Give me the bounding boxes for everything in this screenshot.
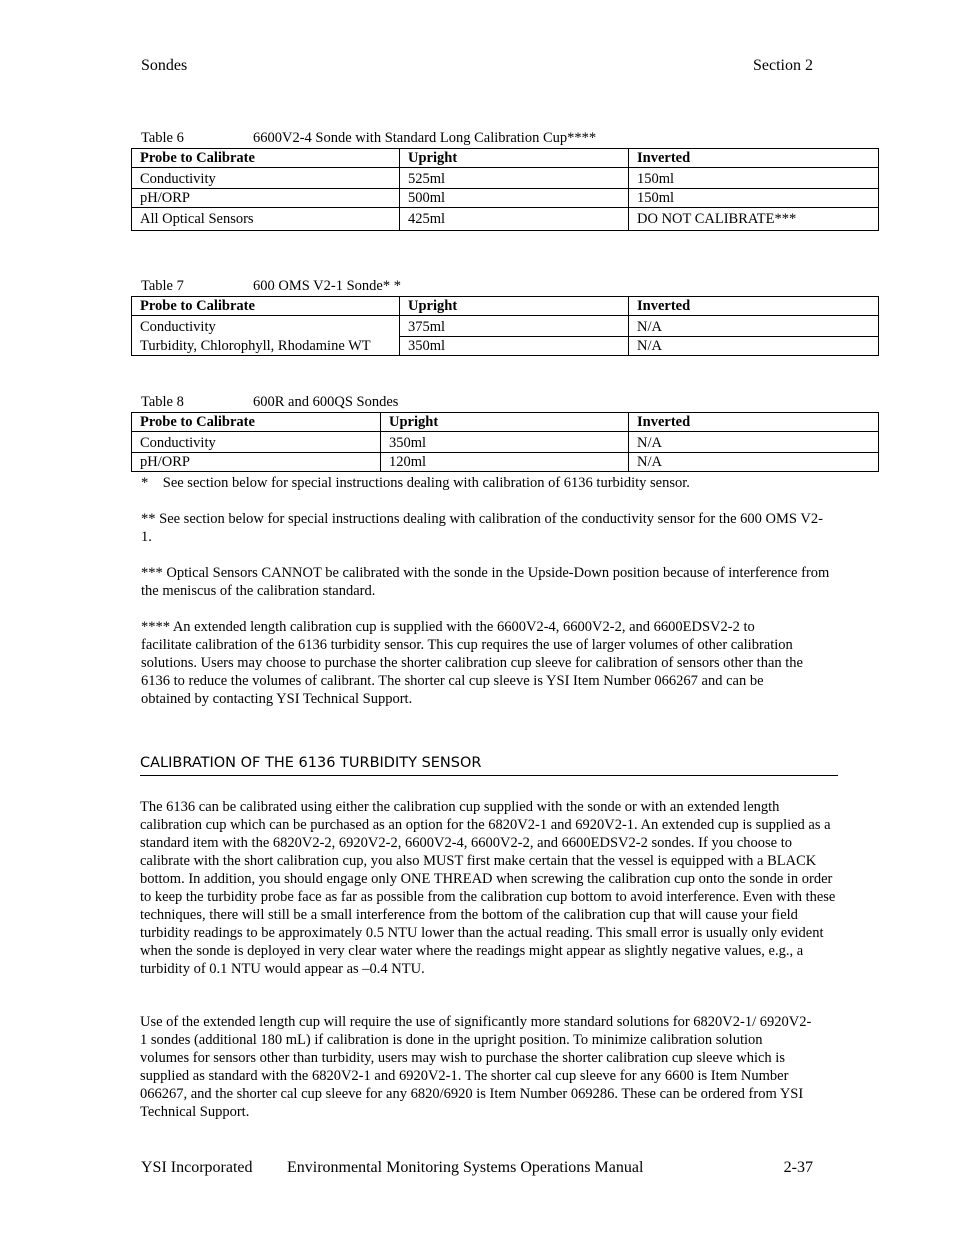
table-cell: Conductivity — [132, 316, 400, 337]
header-right: Section 2 — [753, 57, 813, 74]
table-cell: DO NOT CALIBRATE*** — [629, 208, 879, 231]
table-cell: All Optical Sensors — [132, 208, 400, 231]
section-title: CALIBRATION OF THE 6136 TURBIDITY SENSOR — [140, 755, 838, 776]
table-title: 600R and 600QS Sondes — [253, 394, 399, 410]
header-left: Sondes — [141, 57, 188, 74]
footnote-4: **** An extended length calibration cup is supplied with the 6600V2-4, 6600V2-2, and 6600EDSV2-2 to facilitate calibration of the 6136 turbidity sensor. This cup requires the use of larger volumes of other calibration solutions. Users may choose to purchase the shorter calibration cup sleeve for calibration of sensors other than the 6136 to reduce the volumes of calibrant. The shorter cal cup sleeve is YSI Item Number 066267 and can be obtained by contacting YSI Technical Support. — [141, 619, 803, 707]
table-header-row — [132, 297, 879, 316]
table-cell: 375ml — [400, 316, 629, 337]
table-cell: 350ml — [400, 337, 629, 356]
table-8 — [131, 412, 879, 472]
footnote-1: * See section below for special instructions dealing with calibration of 6136 turbidity sensor. — [141, 475, 690, 491]
table-cell: 150ml — [629, 189, 879, 208]
table-cell: pH/ORP — [132, 453, 381, 472]
table-cell: 150ml — [629, 168, 879, 189]
footer-company: YSI Incorporated — [141, 1159, 253, 1176]
column-header: Inverted — [629, 297, 879, 316]
column-header: Upright — [381, 413, 629, 432]
column-header: Inverted — [629, 149, 879, 168]
table-8-caption — [141, 394, 398, 411]
table-cell: Conductivity — [132, 432, 381, 453]
column-header: Upright — [400, 149, 629, 168]
table-header-row — [132, 413, 879, 432]
table-6 — [131, 148, 879, 231]
paragraph: Use of the extended length cup will require the use of significantly more standard solutions for 6820V2-1/ 6920V2-1 sondes (additional 180 mL) if calibration is done in the upright position. To minimize calibration solution volumes for sensors other than turbidity, users may wish to purchase the shorter calibration cup sleeve which is supplied as standard with the 6820V2-1 and 6920V2-1. The shorter cal cup sleeve for any 6600 is Item Number 066267, and the shorter cal cup sleeve for any 6820/6920 is Item Number 069286. These can be ordered from YSI Technical Support. — [140, 1014, 812, 1120]
column-header: Inverted — [629, 413, 879, 432]
table-number: Table 6 — [141, 130, 184, 146]
table-cell: N/A — [629, 453, 879, 472]
footnote-2: ** See section below for special instructions dealing with calibration of the conductivity sensor for the 600 OMS V2-1. — [141, 511, 823, 545]
table-title: 600 OMS V2-1 Sonde* * — [253, 278, 401, 294]
table-cell: pH/ORP — [132, 189, 400, 208]
table-7-caption — [141, 278, 401, 295]
footer-manual: Environmental Monitoring Systems Operations Manual — [287, 1159, 644, 1176]
table-row — [132, 432, 879, 453]
table-cell: Conductivity — [132, 168, 400, 189]
column-header: Probe to Calibrate — [132, 297, 400, 316]
table-cell: 500ml — [400, 189, 629, 208]
table-cell: 120ml — [381, 453, 629, 472]
table-6-caption — [141, 130, 596, 147]
table-row — [132, 189, 879, 208]
table-title: 6600V2-4 Sonde with Standard Long Calibration Cup**** — [253, 130, 597, 146]
table-number: Table 7 — [141, 278, 184, 294]
table-cell: 350ml — [381, 432, 629, 453]
footer-page-number: 2-37 — [783, 1159, 813, 1176]
table-number: Table 8 — [141, 394, 184, 410]
table-header-row — [132, 149, 879, 168]
column-header: Upright — [400, 297, 629, 316]
table-7 — [131, 296, 879, 356]
table-cell: 525ml — [400, 168, 629, 189]
table-row — [132, 316, 879, 337]
table-row — [132, 453, 879, 472]
column-header: Probe to Calibrate — [132, 413, 381, 432]
table-row — [132, 337, 879, 356]
table-cell: N/A — [629, 432, 879, 453]
table-cell: Turbidity, Chlorophyll, Rhodamine WT — [132, 337, 400, 356]
paragraph: The 6136 can be calibrated using either the calibration cup supplied with the sonde or with an extended length calibration cup which can be purchased as an option for the 6820V2-1 and 6920V2-1. An extended cup is supplied as a standard item with the 6820V2-2, 6920V2-2, 6600V2-4, 6600V2-2, and 6600EDSV2-2 sondes. If you choose to calibrate with the short calibration cup, you also MUST first make certain that the vessel is equipped with a BLACK bottom. In addition, you should engage only ONE THREAD when screwing the calibration cup onto the sonde in order to keep the turbidity probe face as far as possible from the calibration cup bottom to avoid interference. Even with these techniques, there will still be a small interference from the bottom of the calibration cup that will cause your field turbidity readings to be approximately 0.5 NTU lower than the actual reading. This small error is usually only evident when the sonde is deployed in very clear water where the readings might appear as slightly negative values, e.g., a turbidity of 0.1 NTU would appear as –0.4 NTU. — [140, 799, 836, 977]
table-cell: 425ml — [400, 208, 629, 231]
table-row — [132, 208, 879, 231]
table-cell: N/A — [629, 316, 879, 337]
table-row — [132, 168, 879, 189]
column-header: Probe to Calibrate — [132, 149, 400, 168]
footnote-3: *** Optical Sensors CANNOT be calibrated with the sonde in the Upside-Down position because of interference from the meniscus of the calibration standard. — [141, 565, 830, 599]
table-cell: N/A — [629, 337, 879, 356]
